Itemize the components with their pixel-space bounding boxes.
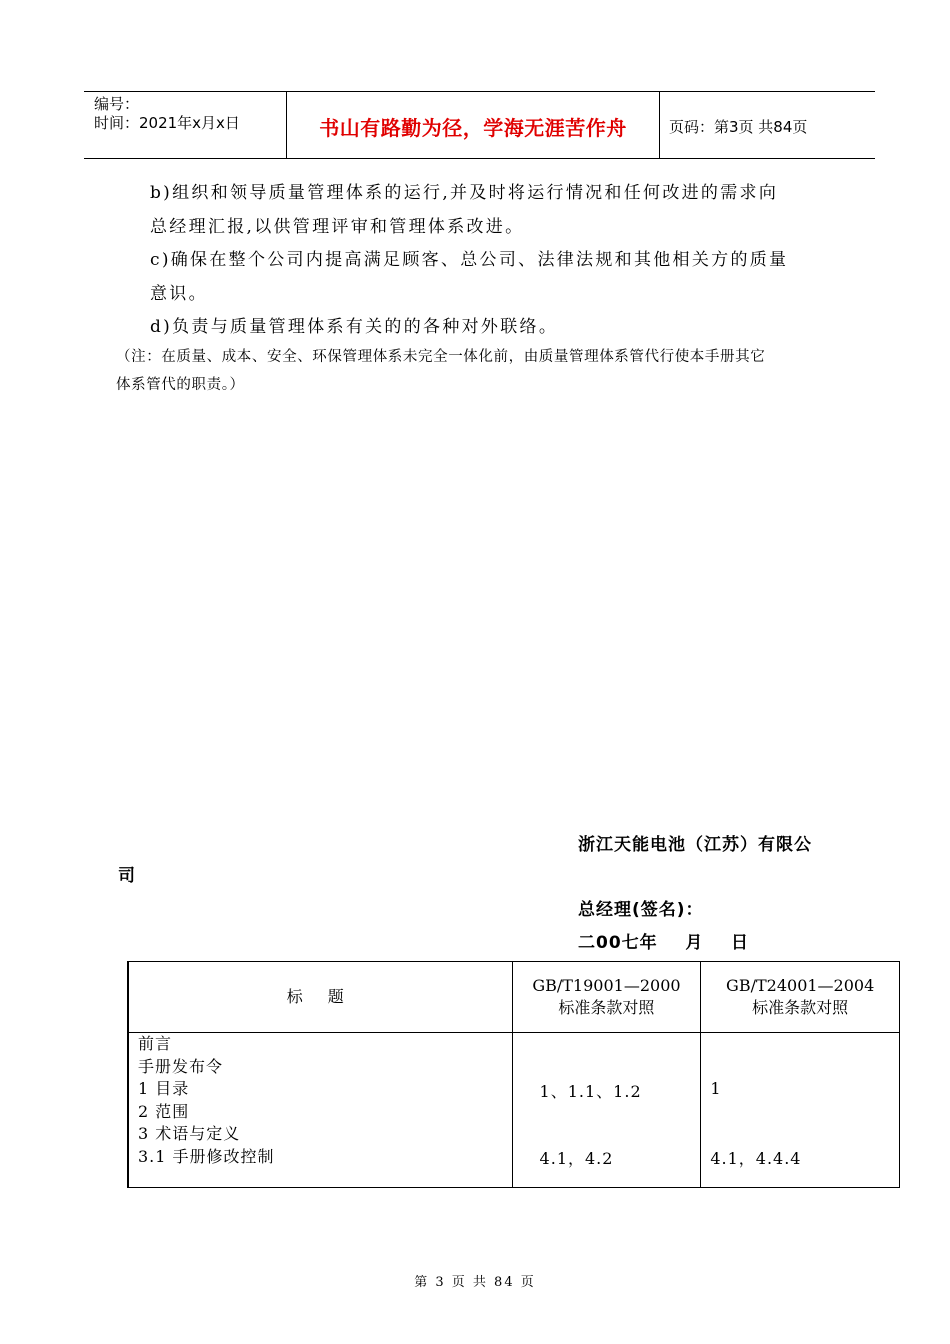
company-name-line2: 司 bbox=[118, 866, 136, 886]
list-item: 2 范围 bbox=[138, 1101, 190, 1121]
list-item: 3 术语与定义 bbox=[138, 1124, 241, 1144]
list-item: 1 目录 bbox=[138, 1079, 190, 1099]
note-line2: 体系管代的职责。） bbox=[116, 377, 245, 393]
header-title-cell bbox=[128, 962, 512, 1033]
clause-reference-table bbox=[127, 961, 900, 1188]
header-time-label: 时间：2021年x月x日 bbox=[94, 114, 240, 132]
table-header-row bbox=[128, 962, 900, 1033]
clause-value: 4.1，4.2 bbox=[539, 1149, 614, 1168]
paragraph-d: d)负责与质量管理体系有关的的各种对外联络。 bbox=[150, 317, 559, 337]
header-gb24001-cell bbox=[701, 962, 900, 1033]
header-gb19001-line1: GB/T19001—2000 bbox=[532, 976, 681, 995]
header-gb19001-cell bbox=[512, 962, 701, 1033]
clause-value: 1、1.1、1.2 bbox=[539, 1082, 642, 1101]
header-bottom-rule bbox=[84, 158, 875, 159]
header-page-info: 页码：第3页 共84页 bbox=[669, 118, 808, 136]
paragraph-c-line1: c)确保在整个公司内提高满足顾客、总公司、法律法规和其他相关方的质量 bbox=[150, 250, 789, 270]
clause-value: 4.1，4.4.4 bbox=[710, 1149, 802, 1168]
list-item: 手册发布令 bbox=[138, 1056, 224, 1076]
gb19001-values-cell bbox=[512, 1033, 701, 1188]
note-line1: （注：在质量、成本、安全、环保管理体系未完全一体化前，由质量管理体系管代行使本手册其它 bbox=[116, 349, 766, 365]
gb24001-values-cell bbox=[701, 1033, 900, 1188]
header-gb19001-line2: 标准条款对照 bbox=[558, 998, 655, 1017]
page-footer: 第 3 页 共 84 页 bbox=[414, 1275, 536, 1290]
header-divider-right bbox=[659, 91, 660, 158]
signature-date: 二00七年 月 日 bbox=[578, 933, 750, 953]
list-item: 3.1 手册修改控制 bbox=[138, 1146, 275, 1166]
list-item: 前言 bbox=[138, 1034, 173, 1053]
table-row bbox=[128, 1033, 900, 1188]
header-number-label: 编号： bbox=[94, 95, 140, 113]
header-top-rule bbox=[84, 91, 875, 92]
company-name-line1: 浙江天能电池（江苏）有限公 bbox=[578, 835, 812, 855]
header-gb24001-line1: GB/T24001—2004 bbox=[726, 976, 875, 995]
header-gb24001-line2: 标准条款对照 bbox=[752, 998, 849, 1017]
header-motto: 书山有路勤为径，学海无涯苦作舟 bbox=[319, 116, 627, 140]
paragraph-b-line1: b)组织和领导质量管理体系的运行,并及时将运行情况和任何改进的需求向 bbox=[150, 183, 779, 203]
general-manager-signature-label: 总经理(签名)： bbox=[578, 900, 704, 920]
header-title-text: 标 题 bbox=[286, 987, 354, 1006]
clause-value: 1 bbox=[710, 1079, 722, 1098]
paragraph-c-line2: 意识。 bbox=[150, 284, 208, 304]
title-list-cell bbox=[128, 1033, 512, 1188]
paragraph-b-line2: 总经理汇报,以供管理评审和管理体系改进。 bbox=[150, 217, 525, 237]
